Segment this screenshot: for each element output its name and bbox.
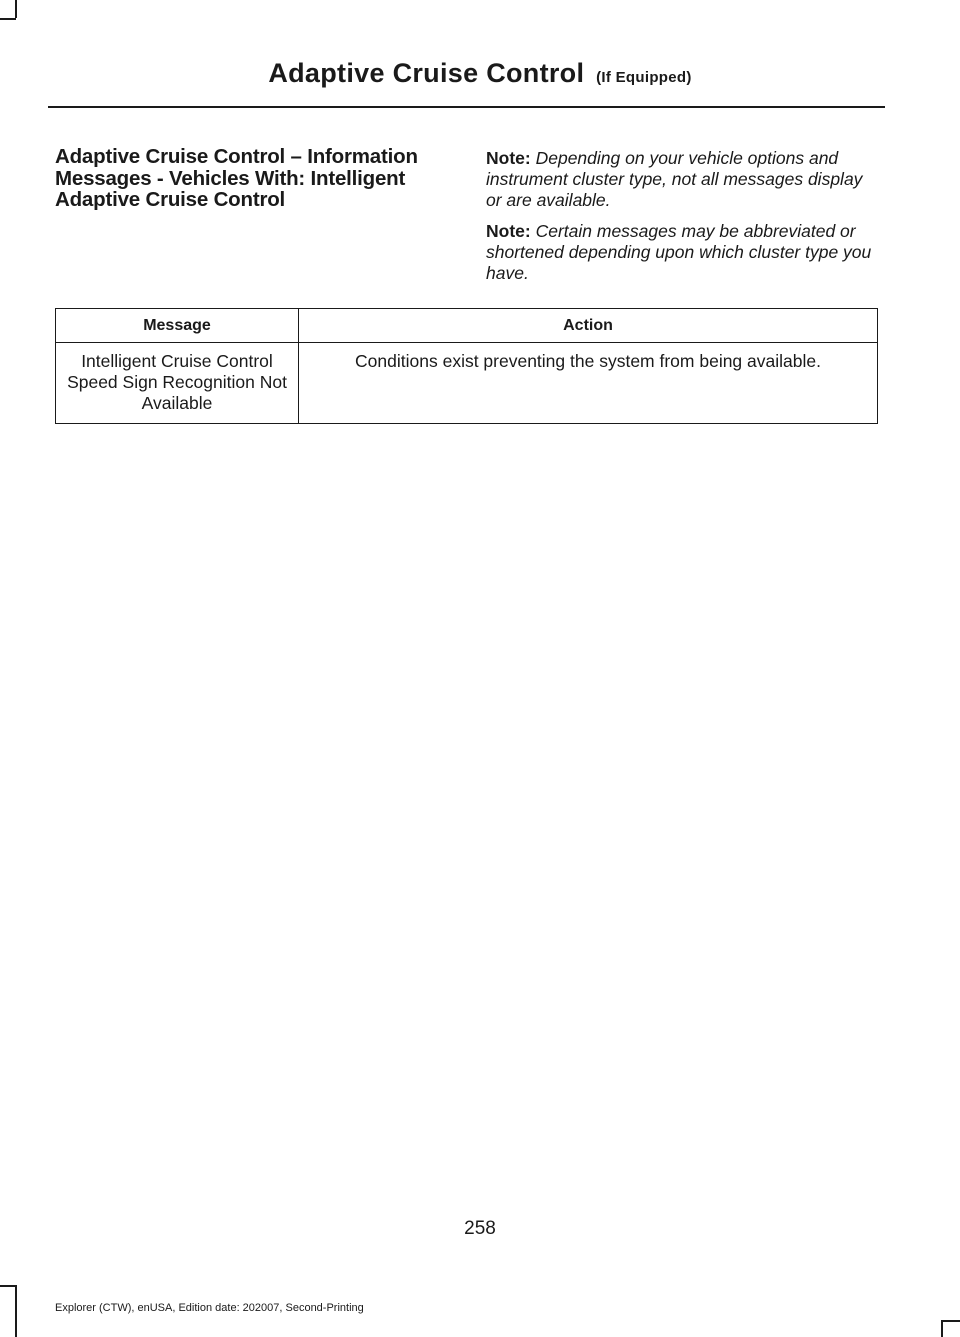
page-header (0, 58, 960, 89)
left-column (55, 146, 450, 211)
header-subtitle: (If Equipped) (596, 69, 692, 86)
crop-mark-top-left-vertical (15, 0, 17, 18)
messages-table (55, 308, 878, 424)
section-heading: Adaptive Cruise Control – Information Messages - Vehicles With: Intelligent Adaptive Cruise Control (55, 145, 418, 211)
cell-message: Intelligent Cruise Control Speed Sign Recognition Not Available (56, 343, 299, 424)
table-row (56, 343, 878, 424)
header-rule (48, 106, 885, 108)
crop-mark-top-left-horizontal (0, 18, 16, 20)
crop-mark-bottom-left-vertical (15, 1285, 17, 1337)
crop-mark-bottom-left-horizontal (0, 1285, 16, 1287)
table-header-row (56, 309, 878, 343)
header-title: Adaptive Cruise Control (268, 58, 585, 88)
note-2 (486, 221, 881, 284)
footer-edition: Explorer (CTW), enUSA, Edition date: 202007, Second-Printing (55, 1302, 364, 1314)
note-1-label: Note: (486, 148, 531, 168)
cell-action: Conditions exist preventing the system from being available. (299, 343, 878, 424)
column-header-action: Action (299, 309, 878, 343)
right-column (486, 148, 881, 294)
column-header-message: Message (56, 309, 299, 343)
crop-mark-bottom-right-horizontal (941, 1320, 960, 1322)
note-1 (486, 148, 881, 211)
page-number: 258 (464, 1218, 496, 1239)
crop-mark-bottom-right-vertical (941, 1320, 943, 1337)
note-2-label: Note: (486, 221, 531, 241)
note-2-text: Certain messages may be abbreviated or shortened depending upon which cluster type you have. (486, 221, 872, 283)
note-1-text: Depending on your vehicle options and instrument cluster type, not all messages display or are available. (486, 148, 863, 210)
